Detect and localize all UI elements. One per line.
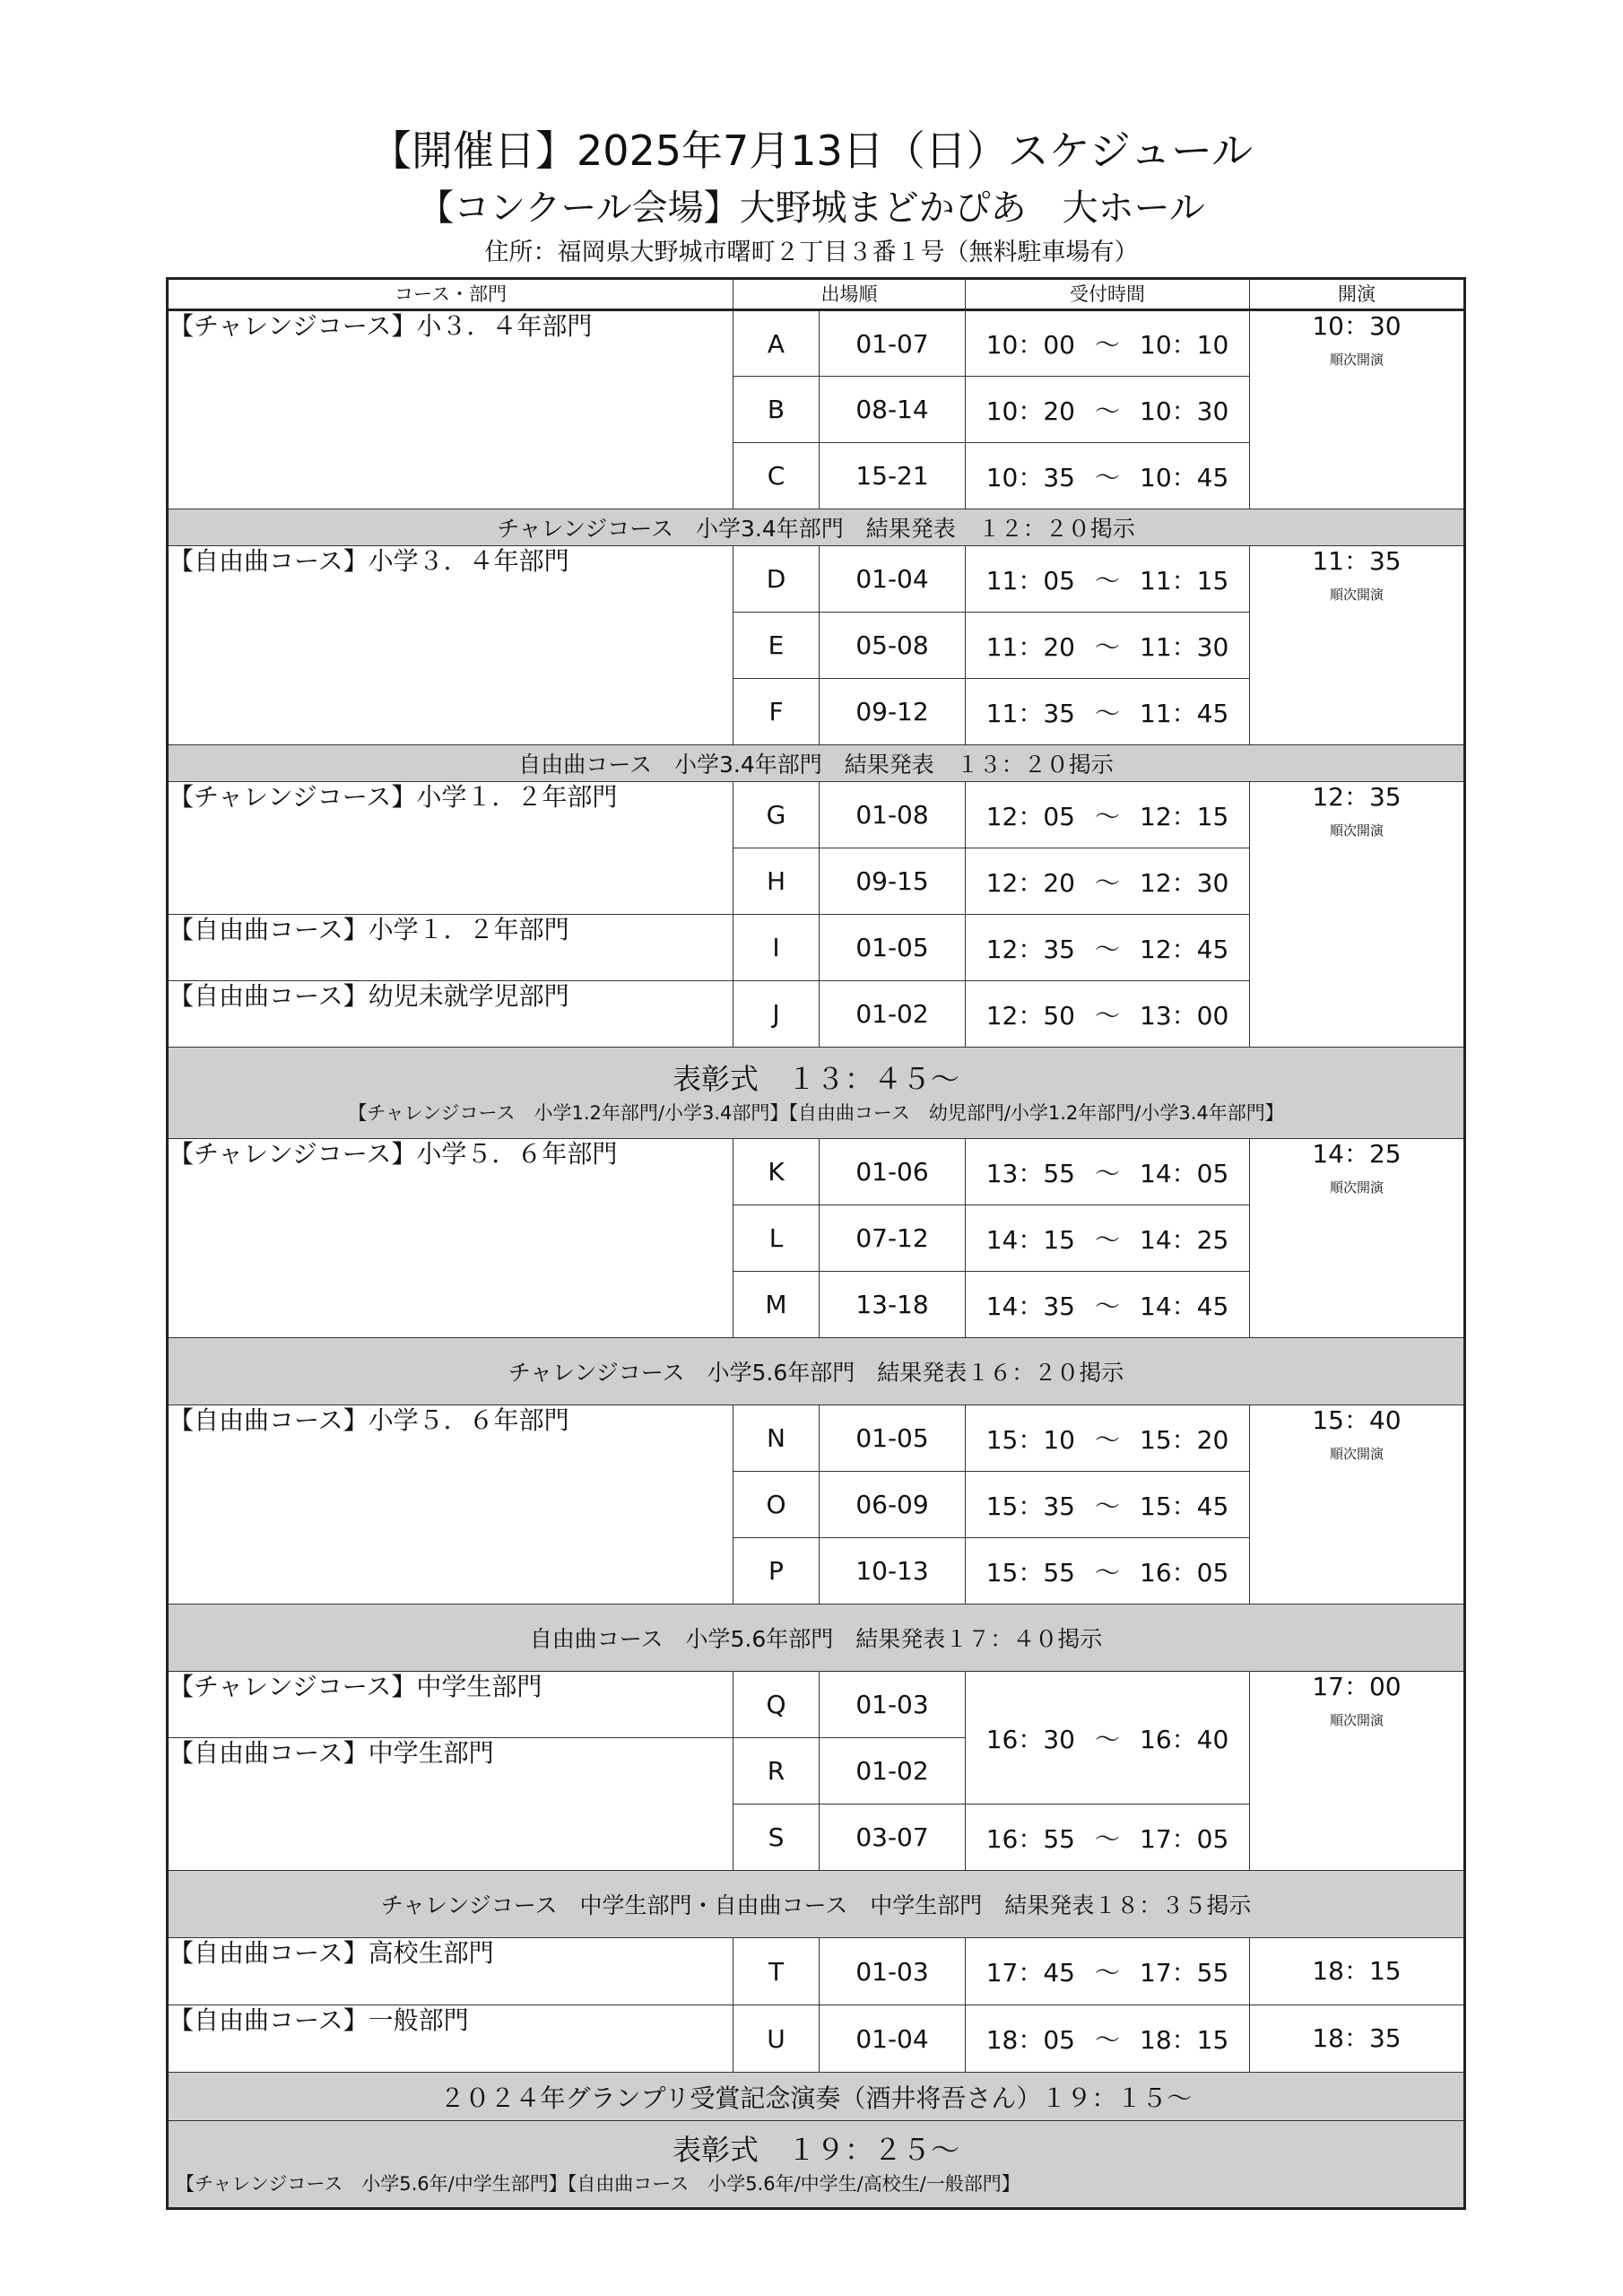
entry-order: 07-12 (820, 1205, 966, 1272)
sequential-start-note: 順次開演 (1329, 1446, 1384, 1462)
start-time: 18：15 (1250, 1938, 1465, 2005)
schedule-table (166, 277, 1466, 2210)
reception-time: 13：55 ～ 14：05 (966, 1139, 1250, 1205)
entry-order: 01-05 (820, 1405, 966, 1472)
entry-order: 01-08 (820, 782, 966, 848)
header-order: 出場順 (733, 279, 966, 310)
group-letter: T (733, 1938, 820, 2005)
entry-order: 01-03 (820, 1938, 966, 2005)
course-name: 【チャレンジコース】中学生部門 (168, 1672, 733, 1738)
group-letter: K (733, 1139, 820, 1205)
start-time: 12：35 順次開演 (1250, 782, 1465, 1048)
group-letter: C (733, 443, 820, 509)
course-name: 【チャレンジコース】小３．４年部門 (168, 310, 733, 509)
reception-time: 12：05 ～ 12：15 (966, 782, 1250, 848)
award-ceremony-title: 表彰式 １９：２５～ (672, 2133, 959, 2167)
entry-order: 01-02 (820, 981, 966, 1048)
entry-order: 08-14 (820, 377, 966, 443)
sequential-start-note: 順次開演 (1329, 822, 1384, 839)
reception-time: 12：20 ～ 12：30 (966, 848, 1250, 915)
reception-time: 16：30 ～ 16：40 (966, 1672, 1250, 1805)
group-letter: A (733, 310, 820, 377)
start-time: 14：25 順次開演 (1250, 1139, 1465, 1338)
venue-address: 住所：福岡県大野城市曙町２丁目３番１号（無料駐車場有） (484, 239, 1139, 266)
group-letter: F (733, 679, 820, 745)
reception-time: 18：05 ～ 18：15 (966, 2005, 1250, 2073)
venue-title: 【コンクール会場】大野城まどかぴあ 大ホール (418, 187, 1205, 229)
course-name: 【自由曲コース】一般部門 (168, 2005, 733, 2073)
group-letter: N (733, 1405, 820, 1472)
entry-order: 09-15 (820, 848, 966, 915)
group-letter: G (733, 782, 820, 848)
award-ceremony (168, 1048, 1465, 1139)
grand-prix-performance: ２０２４年グランプリ受賞記念演奏（酒井将吾さん）１９：１５～ (168, 2073, 1465, 2121)
group-letter: U (733, 2005, 820, 2073)
reception-time: 10：00 ～ 10：10 (966, 310, 1250, 377)
start-time: 10：30 順次開演 (1250, 310, 1465, 509)
group-letter: H (733, 848, 820, 915)
sequential-start-note: 順次開演 (1329, 352, 1384, 368)
table-row (168, 1139, 1465, 1205)
entry-order: 03-07 (820, 1805, 966, 1871)
group-letter: R (733, 1738, 820, 1805)
results-announcement: チャレンジコース 小学3.4年部門 結果発表 １２：２０掲示 (168, 509, 1465, 546)
entry-order: 06-09 (820, 1472, 966, 1538)
course-name: 【チャレンジコース】小学１．２年部門 (168, 782, 733, 915)
course-name: 【自由曲コース】小学１．２年部門 (168, 915, 733, 981)
reception-time: 11：35 ～ 11：45 (966, 679, 1250, 745)
header-reception: 受付時間 (966, 279, 1250, 310)
reception-time: 15：55 ～ 16：05 (966, 1538, 1250, 1605)
entry-order: 01-02 (820, 1738, 966, 1805)
table-row (168, 2005, 1465, 2073)
reception-time: 10：20 ～ 10：30 (966, 377, 1250, 443)
award-ceremony (168, 2121, 1465, 2209)
group-letter: L (733, 1205, 820, 1272)
reception-time: 16：55 ～ 17：05 (966, 1805, 1250, 1871)
results-announcement: 自由曲コース 小学5.6年部門 結果発表１７：４０掲示 (168, 1605, 1465, 1672)
entry-order: 01-07 (820, 310, 966, 377)
reception-time: 14：35 ～ 14：45 (966, 1272, 1250, 1338)
sequential-start-note: 順次開演 (1329, 1712, 1384, 1728)
group-letter: I (733, 915, 820, 981)
reception-time: 15：10 ～ 15：20 (966, 1405, 1250, 1472)
header-start: 開演 (1250, 279, 1465, 310)
group-letter: O (733, 1472, 820, 1538)
group-letter: D (733, 546, 820, 613)
table-row (168, 310, 1465, 377)
group-letter: B (733, 377, 820, 443)
reception-time: 11：05 ～ 11：15 (966, 546, 1250, 613)
entry-order: 10-13 (820, 1538, 966, 1605)
course-name: 【自由曲コース】幼児未就学児部門 (168, 981, 733, 1048)
start-time: 18：35 (1250, 2005, 1465, 2073)
table-row (168, 782, 1465, 848)
sequential-start-note: 順次開演 (1329, 587, 1384, 603)
header-course: コース・部門 (168, 279, 733, 310)
course-name: 【自由曲コース】高校生部門 (168, 1938, 733, 2005)
results-announcement: チャレンジコース 中学生部門・自由曲コース 中学生部門 結果発表１８：３５掲示 (168, 1871, 1465, 1938)
group-letter: P (733, 1538, 820, 1605)
group-letter: E (733, 613, 820, 679)
entry-order: 09-12 (820, 679, 966, 745)
table-row (168, 1938, 1465, 2005)
group-letter: M (733, 1272, 820, 1338)
reception-time: 14：15 ～ 14：25 (966, 1205, 1250, 1272)
reception-time: 17：45 ～ 17：55 (966, 1938, 1250, 2005)
sequential-start-note: 順次開演 (1329, 1179, 1384, 1196)
entry-order: 01-04 (820, 2005, 966, 2073)
course-name: 【チャレンジコース】小学５．６年部門 (168, 1139, 733, 1338)
table-row (168, 1405, 1465, 1472)
entry-order: 13-18 (820, 1272, 966, 1338)
reception-time: 12：35 ～ 12：45 (966, 915, 1250, 981)
course-name: 【自由曲コース】中学生部門 (168, 1738, 733, 1871)
entry-order: 01-04 (820, 546, 966, 613)
reception-time: 11：20 ～ 11：30 (966, 613, 1250, 679)
award-ceremony-divisions: 【チャレンジコース 小学5.6年/中学生部門】【自由曲コース 小学5.6年/中学生/高校生/一般部門】 (176, 2173, 1020, 2195)
table-row (168, 1672, 1465, 1738)
page-title: 【開催日】2025年7月13日（日）スケジュール (369, 126, 1254, 175)
entry-order: 01-06 (820, 1139, 966, 1205)
start-time: 15：40 順次開演 (1250, 1405, 1465, 1605)
reception-time: 12：50 ～ 13：00 (966, 981, 1250, 1048)
group-letter: Q (733, 1672, 820, 1738)
award-ceremony-title: 表彰式 １３：４５～ (672, 1061, 959, 1096)
entry-order: 15-21 (820, 443, 966, 509)
course-name: 【自由曲コース】小学５．６年部門 (168, 1405, 733, 1605)
entry-order: 01-03 (820, 1672, 966, 1738)
entry-order: 01-05 (820, 915, 966, 981)
start-time: 11：35 順次開演 (1250, 546, 1465, 745)
entry-order: 05-08 (820, 613, 966, 679)
reception-time: 10：35 ～ 10：45 (966, 443, 1250, 509)
results-announcement: チャレンジコース 小学5.6年部門 結果発表１６：２０掲示 (168, 1338, 1465, 1405)
award-ceremony-divisions: 【チャレンジコース 小学1.2年部門/小学3.4部門】【自由曲コース 幼児部門/小学1.2年部門/小学3.4年部門】 (348, 1101, 1284, 1124)
table-row (168, 546, 1465, 613)
reception-time: 15：35 ～ 15：45 (966, 1472, 1250, 1538)
group-letter: S (733, 1805, 820, 1871)
results-announcement: 自由曲コース 小学3.4年部門 結果発表 １３：２０掲示 (168, 745, 1465, 782)
group-letter: J (733, 981, 820, 1048)
course-name: 【自由曲コース】小学３．４年部門 (168, 546, 733, 745)
start-time: 17：00 順次開演 (1250, 1672, 1465, 1871)
